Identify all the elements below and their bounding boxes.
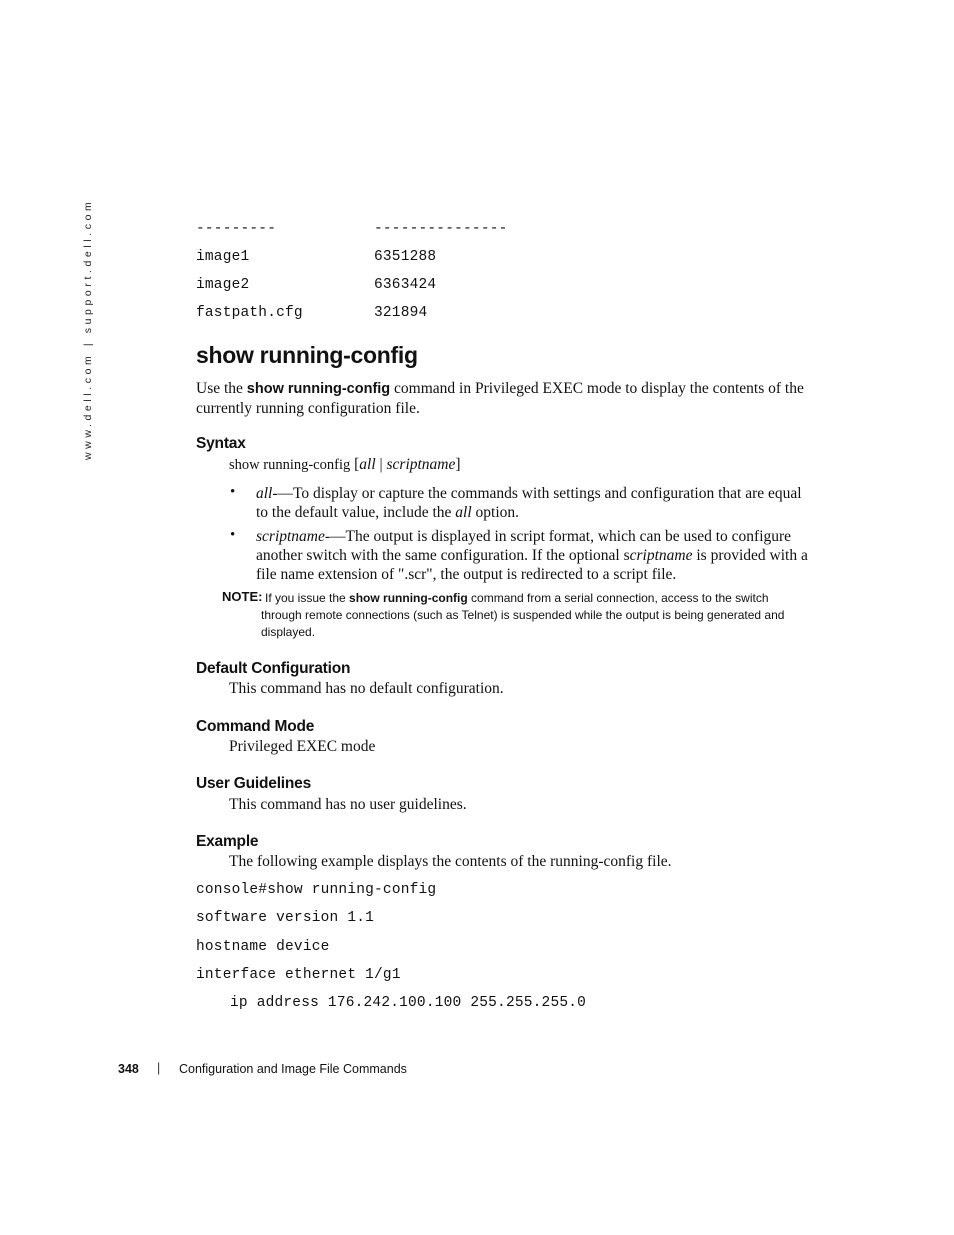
syntax-heading: Syntax [196, 435, 246, 452]
bullet-text: another switch with the same configuration. If the optional s [256, 547, 630, 564]
bullet-text: -—The output is displayed in script format, which can be used to configure [324, 528, 792, 545]
syntax-option-scriptname: scriptname [386, 456, 456, 473]
code-line: ip address 176.242.100.100 255.255.255.0 [230, 995, 587, 1011]
bullet-marker: • [230, 527, 236, 543]
code-line: interface ethernet 1/g1 [196, 967, 401, 983]
syntax-close-bracket: ] [455, 456, 461, 473]
command-mode-text: Privileged EXEC mode [229, 738, 376, 755]
page-number: 348 [118, 1062, 139, 1076]
code-line: hostname device [196, 939, 330, 955]
bullet-italic: all [455, 504, 472, 521]
note-text: If you issue the [265, 591, 350, 605]
note-text: command from a serial connection, access to the switch [467, 591, 769, 605]
bullet-marker: • [230, 484, 236, 500]
table-row-size: 6363424 [374, 277, 437, 293]
syntax-command: show running-config [229, 457, 351, 473]
intro-text-2: command in Privileged EXEC mode to display the contents of the [390, 380, 804, 397]
table-separator-name: --------- [196, 221, 277, 237]
note-line-2: through remote connections (such as Telnet) is suspended while the output is being generated and [261, 608, 785, 622]
user-guidelines-text: This command has no user guidelines. [229, 796, 467, 813]
table-row-name: image1 [196, 249, 250, 265]
note-line-3: displayed. [261, 625, 316, 639]
intro-paragraph [196, 379, 804, 418]
intro-text-1: Use the [196, 380, 247, 397]
bullet-item [256, 527, 808, 584]
code-line: software version 1.1 [196, 910, 375, 926]
note-label: NOTE: [222, 589, 263, 604]
command-mode-heading: Command Mode [196, 718, 315, 735]
bullet-term: all [256, 485, 273, 502]
table-row-name: image2 [196, 277, 250, 293]
user-guidelines-heading: User Guidelines [196, 775, 312, 792]
intro-command: show running-config [246, 381, 391, 397]
bullet-text: file name extension of ".scr", the output is redirected to a script file. [256, 566, 677, 583]
bullet-text: -—To display or capture the commands with settings and configuration that are equal [272, 485, 802, 502]
footer-separator: | [157, 1061, 161, 1075]
bullet-text: is provided with a [692, 547, 808, 564]
syntax-separator: | [375, 456, 387, 473]
example-heading: Example [196, 833, 259, 850]
default-config-heading: Default Configuration [196, 660, 351, 677]
page-title: show running-config [196, 342, 418, 368]
table-separator-size: --------------- [374, 221, 508, 237]
note-command: show running-config [349, 591, 468, 605]
intro-text-3: currently running configuration file. [196, 400, 420, 417]
bullet-text: option. [471, 504, 520, 521]
default-config-text: This command has no default configuration. [229, 680, 504, 697]
side-url-text: www.dell.com | support.dell.com [82, 198, 94, 460]
table-row-name: fastpath.cfg [196, 305, 303, 321]
bullet-term: scriptname [256, 528, 325, 545]
footer-chapter-title: Configuration and Image File Commands [179, 1062, 407, 1076]
code-line: console#show running-config [196, 882, 437, 898]
table-row-size: 6351288 [374, 249, 437, 265]
note-line-1 [265, 590, 769, 607]
table-row-size: 321894 [374, 305, 428, 321]
bullet-text: to the default value, include the [256, 504, 456, 521]
syntax-open-bracket: [ [350, 456, 360, 473]
bullet-item [256, 484, 802, 522]
bullet-italic: criptname [629, 547, 693, 564]
syntax-option-all: all [359, 456, 376, 473]
syntax-line [229, 456, 461, 474]
example-text: The following example displays the contents of the running-config file. [229, 853, 672, 870]
